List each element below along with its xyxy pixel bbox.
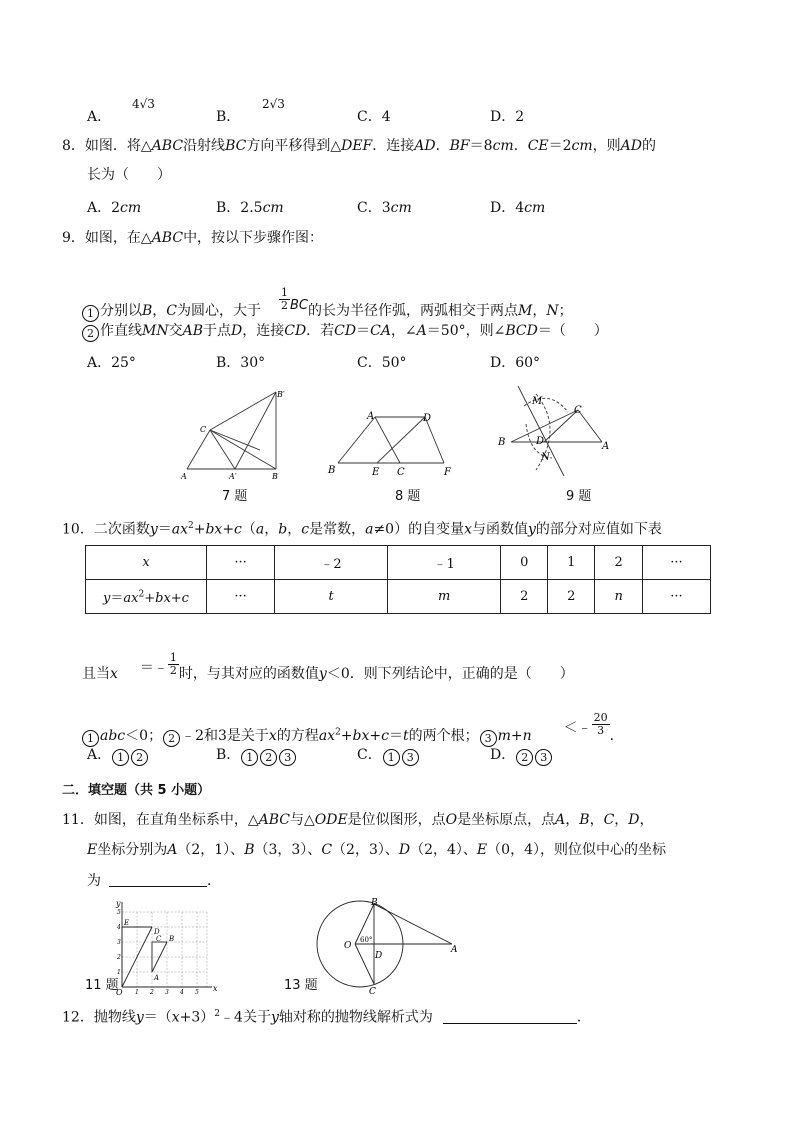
text: B — [142, 303, 153, 320]
text: x — [171, 1009, 180, 1026]
text: cm — [262, 200, 284, 216]
text: ﹣4关于 — [220, 1009, 271, 1026]
text: B — [244, 842, 255, 858]
text: ， — [614, 812, 629, 828]
text: ， — [565, 812, 580, 828]
tick-label: 3 — [117, 939, 121, 946]
step-number-2: 2 — [82, 325, 99, 342]
text: ＝2 — [548, 138, 572, 154]
text: 10．二次函数 — [62, 521, 150, 538]
text: y — [103, 591, 111, 606]
text: 与△ — [289, 812, 315, 828]
text: ，∠ — [390, 323, 417, 339]
text: ＝ — [157, 521, 172, 538]
text: +bx+c — [144, 591, 189, 606]
text: D — [628, 812, 640, 828]
q9-step1 — [81, 287, 573, 322]
text: ， — [152, 303, 167, 320]
q11-line2 — [87, 843, 666, 857]
text: x — [268, 728, 277, 745]
text: ； — [558, 303, 573, 320]
text: ，则 — [592, 138, 621, 154]
label-angle: 60° — [360, 936, 373, 944]
text: ODE — [314, 812, 348, 828]
circled-2: 2 — [260, 749, 277, 766]
text: ．连接 — [372, 138, 415, 154]
table-cell: ··· — [642, 546, 710, 580]
text: A — [555, 812, 566, 828]
text: y — [270, 1009, 279, 1026]
q9-option-a: A．25° — [87, 355, 136, 371]
table-cell: ··· — [642, 580, 710, 614]
text: C — [321, 842, 333, 858]
text: 8．如图．将△ — [62, 138, 152, 154]
text: CD — [284, 323, 307, 339]
text: ABC — [258, 812, 290, 828]
text: 方向平移得到△ — [246, 138, 342, 154]
text: ax — [318, 728, 336, 745]
q8-option-d — [490, 201, 545, 215]
q7-option-c: C．4 — [357, 109, 391, 125]
text: 为 — [87, 873, 101, 889]
text: （2，3）、 — [332, 842, 399, 858]
segment-oc — [355, 944, 374, 984]
q10-option-a — [87, 748, 149, 766]
text: 时，与其对应的函数值 — [178, 666, 319, 683]
text: y — [135, 1009, 144, 1026]
table-row — [86, 546, 711, 580]
text: b — [278, 521, 288, 538]
label-n: N — [541, 452, 550, 463]
table-cell: n — [595, 580, 643, 614]
q7-option-a — [87, 110, 111, 124]
text: 为圆心，大于 — [177, 303, 262, 320]
text: 中，按以下步骤作图： — [183, 230, 324, 246]
text: 2 — [138, 589, 145, 600]
text: t — [402, 728, 409, 745]
q10-option-c — [357, 748, 420, 766]
text: ， — [639, 812, 654, 828]
label-c: C — [156, 935, 162, 943]
text: ax — [171, 521, 188, 538]
text: C．3 — [357, 200, 391, 216]
text: BF — [449, 138, 470, 154]
q12-line — [62, 1010, 591, 1025]
text: 2 — [188, 521, 194, 531]
label-c: C — [200, 425, 207, 434]
text: E — [87, 842, 98, 858]
statement-number-2: 2 — [163, 730, 180, 747]
q10-statements — [81, 712, 624, 747]
segment-ac — [187, 430, 210, 469]
text: abc — [100, 728, 126, 745]
label-b: B — [371, 898, 378, 908]
label-a: A — [181, 472, 187, 481]
label-d: D — [423, 413, 432, 424]
step-number-1: 1 — [82, 305, 99, 322]
text: ， — [589, 812, 604, 828]
text: 是坐标原点，点 — [457, 812, 556, 828]
text: ，连接 — [242, 323, 285, 339]
table-cell: ﹣2 — [275, 546, 388, 580]
caption-11: 11 题 — [85, 978, 119, 993]
text: y — [318, 666, 327, 683]
answer-blank[interactable] — [109, 886, 207, 887]
tick-label: 2 — [117, 954, 121, 961]
text: CE — [527, 138, 549, 154]
text: ＝（ — [143, 1009, 172, 1026]
tick-label: 1 — [135, 989, 139, 996]
q9-line1 — [62, 231, 323, 245]
text: （2，4）、 — [410, 842, 477, 858]
label-y: y — [116, 899, 121, 908]
text: （3，3）、 — [254, 842, 322, 858]
text: 1 — [281, 286, 289, 299]
text: cm — [120, 200, 142, 216]
text: BC — [225, 138, 247, 154]
text: ax — [123, 591, 139, 606]
text: ＝ — [356, 323, 371, 339]
label-c: C — [397, 467, 405, 478]
text: D — [231, 323, 243, 339]
label-o: O — [344, 941, 352, 951]
text: A． — [87, 747, 112, 763]
segment-cx — [210, 430, 260, 450]
table-cell: 1 — [548, 546, 595, 580]
text: +3） — [179, 1009, 215, 1026]
text: 的 — [642, 138, 657, 154]
text: D．4 — [490, 200, 525, 216]
table-cell: 2 — [548, 580, 595, 614]
text: ＜0．则下列结论中，正确的是（ ） — [326, 666, 574, 683]
tick-label: 5 — [195, 989, 199, 996]
text: 交 — [168, 323, 183, 339]
caption-7: 7 题 — [222, 489, 248, 504]
label-b: B — [169, 935, 175, 943]
text: 坐标分别为 — [97, 842, 168, 858]
text: BC — [290, 298, 309, 314]
label-b: B — [328, 465, 336, 476]
table-cell: ﹣1 — [388, 546, 501, 580]
text: ≠0）的自变量 — [373, 521, 465, 538]
segment-ba — [338, 417, 375, 463]
text: ， — [287, 521, 302, 538]
caption-8: 8 题 — [395, 489, 421, 504]
q10-option-d — [490, 748, 553, 766]
tick-label: 2 — [150, 989, 154, 996]
text: ． — [513, 138, 528, 154]
circled-1: 1 — [383, 749, 400, 766]
label-o: O — [116, 988, 123, 997]
segment-cb2 — [210, 430, 276, 469]
label-a: A — [367, 411, 375, 422]
tick-label: 1 — [117, 969, 121, 976]
circled-3: 3 — [279, 749, 296, 766]
q8-line2: 长为（ ） — [87, 167, 171, 183]
text: 1 — [169, 651, 177, 664]
table-cell: 0 — [501, 546, 548, 580]
q10-condition — [82, 652, 574, 681]
text: A．2 — [87, 200, 121, 216]
text: 的方程 — [276, 728, 319, 745]
circled-1: 1 — [241, 749, 258, 766]
label-a: A — [602, 441, 610, 452]
text: ＜0； — [125, 728, 163, 745]
label-c: C — [574, 405, 582, 416]
text: O — [445, 812, 458, 828]
text: 是位似图形，点 — [347, 812, 446, 828]
q10-option-b — [216, 748, 297, 766]
label-c: C — [369, 987, 376, 997]
table-cell — [86, 580, 207, 614]
label-m: M — [532, 396, 543, 407]
text: AB — [182, 323, 203, 339]
text: ＝﹣ — [139, 660, 168, 677]
text: A — [167, 842, 178, 858]
text: ﹣2和3是关于 — [181, 728, 269, 745]
text: ， — [264, 521, 279, 538]
section-title: 二．填空题（共 5 小题） — [62, 783, 211, 798]
tick-label: 4 — [180, 989, 184, 996]
statement-number-1: 1 — [82, 730, 99, 747]
text: C． — [357, 747, 382, 763]
text: C — [603, 812, 615, 828]
text: m+n — [497, 728, 532, 745]
figure-9 — [494, 384, 624, 479]
q8-option-a — [87, 201, 141, 215]
text: 的部分对应值如下表 — [535, 521, 662, 538]
text: ．若 — [306, 323, 335, 339]
text: 沿射线 — [183, 138, 226, 154]
text: ＝ — [388, 728, 403, 745]
text: 2 — [335, 727, 341, 738]
circled-3: 3 — [402, 749, 419, 766]
q8-option-c — [357, 201, 412, 215]
text: AD — [620, 138, 643, 154]
text: y — [149, 521, 158, 538]
fraction — [279, 287, 290, 312]
text: 的长为半径作弧，两弧相交于两点 — [308, 303, 519, 320]
q8-option-b — [216, 201, 284, 215]
table-cell: m — [388, 580, 501, 614]
q8-line1 — [62, 139, 656, 153]
text: （ — [241, 521, 256, 538]
text: 2 — [214, 1009, 221, 1019]
text: 且当 — [82, 666, 110, 683]
table-cell: x — [86, 546, 207, 580]
circled-1: 1 — [112, 749, 129, 766]
table-cell: ··· — [207, 580, 275, 614]
q9-option-b: B．30° — [216, 355, 266, 371]
text: ＝ — [110, 591, 124, 606]
text: 与函数值 — [471, 521, 528, 538]
text: D — [398, 842, 411, 858]
label-b: B — [272, 472, 278, 481]
q11-line3 — [87, 874, 221, 888]
circled-2: 2 — [131, 749, 148, 766]
text: 轴对称的抛物线解析式为 — [278, 1009, 433, 1026]
table-cell: t — [275, 580, 388, 614]
q9-option-c: C．50° — [357, 355, 407, 371]
text: BCD — [505, 323, 538, 339]
text: ， — [532, 303, 547, 320]
statement-number-3: 3 — [480, 730, 497, 747]
segment-ac — [375, 417, 400, 463]
text: 20 — [593, 711, 608, 724]
q9-option-d: D．60° — [490, 355, 541, 371]
text: +bx+c — [193, 521, 242, 538]
text: ＝（ ） — [537, 323, 608, 339]
text: ＜﹣ — [563, 720, 592, 737]
q9-step2 — [81, 324, 608, 342]
figure-7 — [180, 388, 300, 483]
caption-9: 9 题 — [566, 489, 592, 504]
text: ＝50°，则∠ — [426, 323, 506, 339]
text: 12．抛物线 — [62, 1009, 136, 1026]
text: 9．如图，在△ — [62, 230, 152, 246]
text: （2，1）、 — [177, 842, 245, 858]
text: B — [579, 812, 590, 828]
text: B．2.5 — [216, 200, 263, 216]
text: 11．如图，在直角坐标系中，△ — [62, 812, 259, 828]
q7-option-d: D．2 — [490, 109, 525, 125]
label-d: D — [154, 928, 160, 936]
text: （0，4），则位似中心的坐标 — [487, 842, 666, 858]
text: 的两个根； — [408, 728, 479, 745]
text: B． — [216, 747, 241, 763]
table-cell: 2 — [501, 580, 548, 614]
text: 2 — [169, 664, 177, 678]
option-label: A． — [87, 109, 112, 125]
figure-11 — [112, 898, 222, 998]
label-e: E — [124, 919, 130, 927]
text: cm — [524, 200, 546, 216]
text: y — [527, 521, 536, 538]
q7-option-b: B． — [216, 109, 241, 125]
text: cm — [492, 138, 514, 154]
text: CD — [334, 323, 357, 339]
text: ． — [435, 138, 450, 154]
text: 分别以 — [100, 303, 142, 320]
circled-2: 2 — [516, 749, 533, 766]
value-table — [85, 545, 711, 614]
text: D． — [490, 747, 516, 763]
tick-label: 4 — [117, 924, 121, 931]
text: ABC — [151, 138, 184, 154]
text: +bx+c — [340, 728, 389, 745]
text: CA — [370, 323, 391, 339]
text: x — [464, 521, 472, 538]
text: ． — [207, 873, 221, 889]
text: a — [255, 521, 265, 538]
text: c — [301, 521, 310, 538]
text: cm — [571, 138, 593, 154]
table-cell: ··· — [207, 546, 275, 580]
text: C — [166, 303, 178, 320]
label-a: A — [154, 974, 160, 982]
label-a: A — [451, 945, 458, 955]
label-b-prime: B′ — [277, 390, 285, 399]
text: a — [365, 521, 374, 538]
answer-blank[interactable] — [443, 1023, 577, 1024]
text: 3 — [597, 724, 605, 738]
text: ＝8 — [469, 138, 493, 154]
text: MN — [142, 323, 169, 339]
text: 于点 — [203, 323, 231, 339]
fraction — [168, 652, 179, 677]
circled-3: 3 — [535, 749, 552, 766]
text: ． — [609, 728, 624, 745]
label-d: D — [375, 951, 383, 961]
text: cm — [390, 200, 412, 216]
text: M — [518, 303, 533, 320]
table-cell: 2 — [595, 546, 643, 580]
tick-label: 5 — [117, 909, 121, 916]
text: N — [546, 303, 559, 320]
text: DEF — [341, 138, 373, 154]
text: E — [476, 842, 488, 858]
q11-line1 — [62, 813, 654, 827]
tick-label: 3 — [165, 989, 169, 996]
label-a-prime: A′ — [229, 472, 237, 481]
q7-option-a-value: 4√3 — [132, 97, 155, 111]
label-x: x — [213, 984, 218, 993]
label-d: D — [536, 436, 545, 447]
text: ． — [576, 1009, 591, 1026]
q7-option-b-value: 2√3 — [262, 97, 285, 111]
text: ABC — [151, 230, 184, 246]
text: x — [110, 666, 118, 683]
label-e: E — [372, 467, 380, 478]
label-f: F — [444, 467, 451, 478]
fraction — [592, 712, 610, 737]
text: A — [416, 323, 427, 339]
text: 2 — [281, 299, 289, 313]
table-row — [86, 580, 711, 614]
figure-8 — [322, 410, 462, 480]
text: AD — [414, 138, 436, 154]
segment-ba — [374, 904, 452, 944]
label-b: B — [498, 437, 506, 448]
segment-de — [377, 417, 425, 463]
q10-line1 — [62, 522, 662, 537]
text: 是常数， — [309, 521, 366, 538]
segment-ca — [210, 430, 235, 469]
caption-13: 13 题 — [284, 978, 318, 993]
figure-13 — [315, 896, 465, 996]
text: 作直线 — [100, 323, 142, 339]
